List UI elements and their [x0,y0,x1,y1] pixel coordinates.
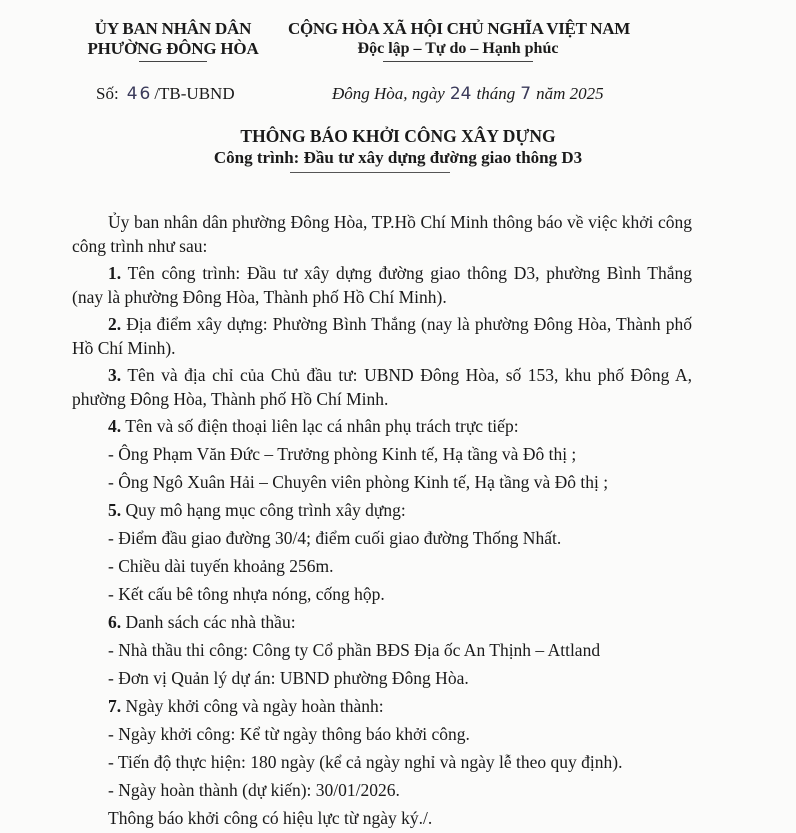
item-5-bullet: - Kết cấu bê tông nhựa nóng, cống hộp. [108,584,385,604]
date-year: năm 2025 [536,84,604,103]
document-subtitle: Công trình: Đầu tư xây dựng đường giao thông D3 [213,148,583,167]
item-7-bullet: - Ngày hoàn thành (dự kiến): 30/01/2026. [108,780,400,800]
item-5: 5. Quy mô hạng mục công trình xây dựng: [108,500,406,520]
item-6-bullet: - Đơn vị Quản lý dự án: UBND phường Đông Hòa. [108,668,469,688]
intro-paragraph: Ủy ban nhân dân phường Đông Hòa, TP.Hồ Chí Minh thông báo về việc khởi công công trình như sau: [72,212,692,256]
date-day-handwritten: 24 [449,84,472,104]
date-month-handwritten: 7 [520,84,532,104]
item-5-bullet: - Điểm đầu giao đường 30/4; điểm cuối giao đường Thống Nhất. [108,528,562,548]
agency-underline [139,61,207,62]
document-date [332,84,604,104]
title-divider [290,172,450,173]
item-6-bullet: - Nhà thầu thi công: Công ty Cổ phần BĐS Địa ốc An Thịnh – Attland [108,640,601,660]
item-7-bullet: - Ngày khởi công: Kể từ ngày thông báo khởi công. [108,724,470,744]
item-7-bullet: - Tiến độ thực hiện: 180 ngày (kể cả ngày nghỉ và ngày lễ theo quy định). [108,752,623,772]
date-month-label: tháng [476,84,516,103]
motto-underline [383,61,533,62]
agency-line-2: PHƯỜNG ĐÔNG HÒA [87,39,259,58]
document-body [72,210,692,830]
date-place: Đông Hòa, ngày [332,84,445,103]
national-heading [288,19,628,62]
document-number [96,84,235,104]
national-motto: Độc lập – Tự do – Hạnh phúc [357,40,559,57]
item-4-bullet: - Ông Phạm Văn Đức – Trưởng phòng Kinh tế, Hạ tầng và Đô thị ; [108,444,577,464]
item-6: 6. Danh sách các nhà thầu: [108,612,296,632]
item-3: 3. Tên và địa chỉ của Chủ đầu tư: UBND Đông Hòa, số 153, khu phố Đông A, phường Đông Hòa, Thành phố Hồ Chí Minh. [72,365,693,409]
national-title: CỘNG HÒA XÃ HỘI CHỦ NGHĨA VIỆT NAM [288,19,630,38]
item-4: 4. Tên và số điện thoại liên lạc cá nhân phụ trách trực tiếp: [108,416,519,436]
item-1: 1. Tên công trình: Đầu tư xây dựng đường giao thông D3, phường Bình Thắng (nay là phường Đông Hòa, Thành phố Hồ Chí Minh). [72,263,692,307]
issuing-agency [84,19,262,62]
document-title: THÔNG BÁO KHỞI CÔNG XÂY DỰNG [240,126,556,146]
doc-number-handwritten: 46 [126,84,153,104]
item-2: 2. Địa điểm xây dựng: Phường Bình Thắng (nay là phường Đông Hòa, Thành phố Hồ Chí Minh). [72,314,692,358]
item-5-bullet: - Chiều dài tuyến khoảng 256m. [108,556,334,576]
doc-number-suffix: /TB-UBND [154,84,235,103]
doc-number-label: Số: [96,84,119,103]
item-7: 7. Ngày khởi công và ngày hoàn thành: [108,696,384,716]
closing-statement: Thông báo khởi công có hiệu lực từ ngày ký./. [108,808,433,828]
item-4-bullet: - Ông Ngô Xuân Hải – Chuyên viên phòng Kinh tế, Hạ tầng và Đô thị ; [108,472,609,492]
agency-line-1: ỦY BAN NHÂN DÂN [94,19,252,38]
